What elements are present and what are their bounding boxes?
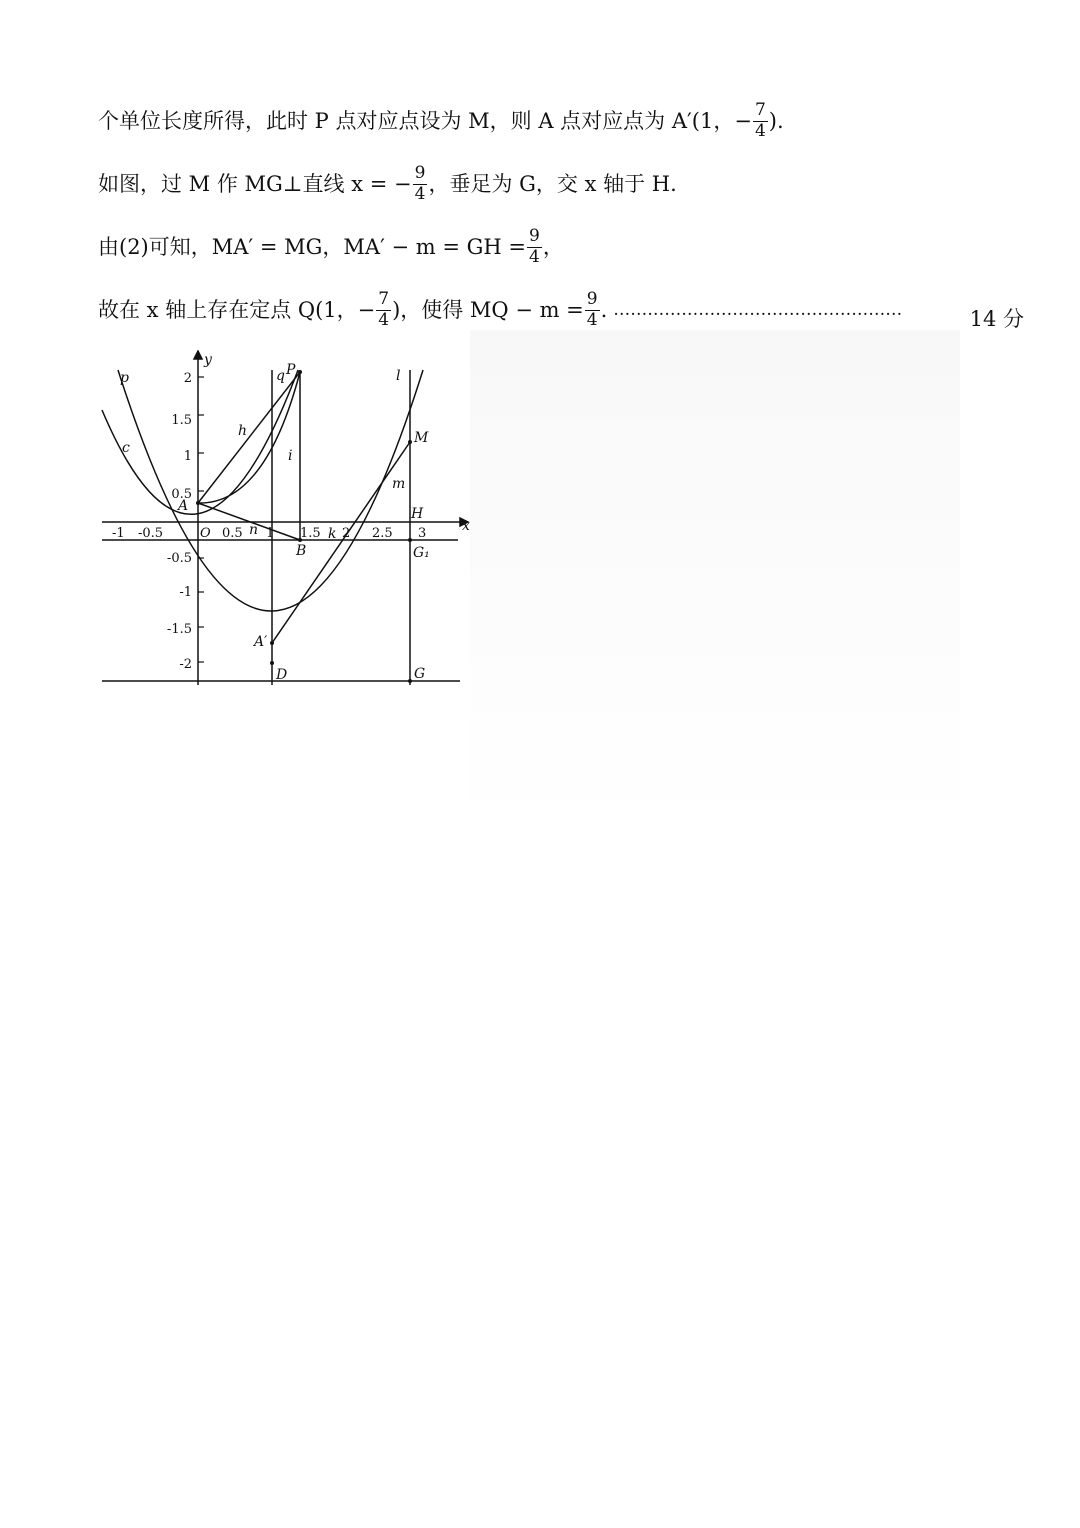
fraction-nine-quarters [413,165,428,204]
fraction-numerator: 9 [414,163,426,183]
curve-c-label: c [122,440,130,456]
x-tick-label: 2.5 [372,526,393,541]
point-g1-label: G₁ [413,545,430,561]
y-tick-label: 0.5 [171,487,192,502]
curve-k-label: k [328,526,337,542]
line-3-tail: ， [542,234,564,259]
y-tick-label: -1.5 [166,622,192,637]
fraction-denominator: 4 [529,246,540,267]
x-tick-label: 3 [418,526,427,541]
point-a-dot [196,501,200,505]
score-label: 14 分 [969,307,1024,331]
y-tick-label: 2 [183,371,192,386]
point-ap-dot [270,641,274,645]
leader-dots: …………………………………………… [613,299,903,320]
line-2-tail: ，垂足为 G，交 x 轴于 H. [428,171,677,196]
fraction-denominator: 4 [586,309,598,330]
point-p-dot [298,370,302,374]
fraction-denominator: 4 [414,183,426,204]
curve-m-label: m [392,476,406,492]
line-4-mid: )，使得 MQ − m = [392,297,584,322]
y-tick-label: -0.5 [166,551,192,566]
point-g-label: G [414,666,426,682]
y-axis-arrow [194,351,202,359]
point-g-dot [408,679,412,683]
coordinate-figure [100,350,470,695]
fraction-seven-quarters [376,291,391,330]
fraction-denominator: 4 [378,309,390,330]
curve-h-label: h [238,423,248,439]
point-h-label: H [411,506,424,522]
point-p-label: P [286,362,296,378]
fraction-numerator: 9 [529,226,540,246]
fraction-nine-quarters [527,228,542,267]
fraction-numerator: 9 [586,289,598,309]
fraction-nine-quarters [585,291,600,330]
line-3-text: 由(2)可知，MA′ = MG，MA′ − m = GH = [98,234,527,259]
x-tick-label: O [200,526,211,541]
x-tick-label: 1.5 [300,526,321,541]
point-g1-dot [408,538,412,542]
scan-shading [470,330,960,830]
solution-line-2 [98,165,677,204]
line-1-text: 个单位长度所得，此时 P 点对应点设为 M，则 A 点对应点为 A′(1，− [98,108,752,133]
y-tick-label: 1.5 [171,413,192,428]
solution-line-4 [98,291,902,330]
fraction-denominator: 4 [754,120,766,141]
solution-line-3 [98,228,564,267]
axis-y-label: y [204,352,212,368]
point-a-label: A [178,498,189,514]
x-tick-label: -1 [112,526,125,541]
y-tick-label: -1 [179,585,192,600]
curve-n-label: n [249,522,259,538]
line-2-text: 如图，过 M 作 MG⊥直线 x = − [98,171,412,196]
line-4-text: 故在 x 轴上存在定点 Q(1，− [98,297,376,322]
parabola-c [102,370,298,514]
x-tick-label: 1 [266,526,275,541]
y-tick-label: -2 [179,657,192,672]
line-4-tail: . [600,297,608,322]
point-m-label: M [414,430,429,446]
segment-h [198,372,300,503]
x-tick-label: 2 [342,526,351,541]
curve-p-label: p [120,370,129,386]
line-1-tail: ). [768,108,784,133]
curve-q-label: q [276,368,285,384]
x-tick-label: 0.5 [222,526,243,541]
segment-apm [272,442,410,643]
point-d-label: D [276,667,288,683]
fraction-numerator: 7 [378,289,390,309]
x-tick-label: -0.5 [138,526,164,541]
curve-l-label: l [396,368,401,384]
fraction-numerator: 7 [754,100,766,120]
curve-i-label: i [288,448,293,464]
axis-x-label: x [462,518,470,534]
solution-line-1 [98,102,784,141]
y-tick-label: 1 [183,449,192,464]
point-d-dot [270,661,274,665]
point-b-label: B [296,543,307,559]
fraction-seven-quarters [753,102,768,141]
point-m-dot [408,440,412,444]
point-ap-label: A′ [254,634,268,650]
